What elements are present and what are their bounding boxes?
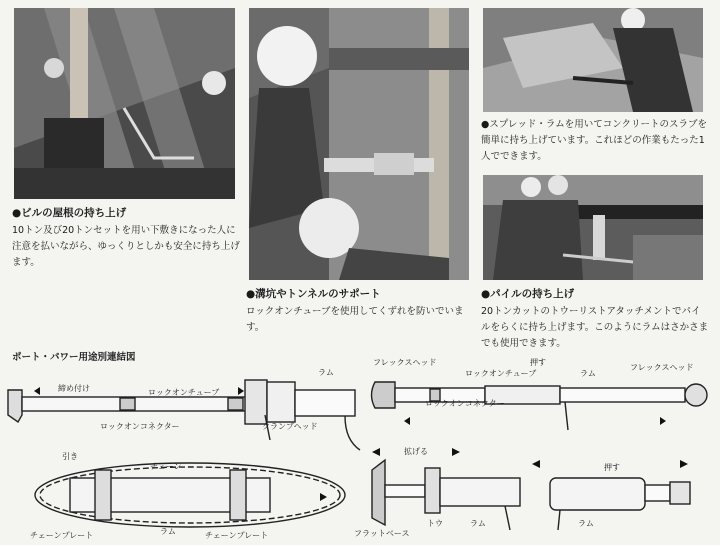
section4-title: ●パイルの持ち上げ — [481, 288, 575, 300]
d1-clamp-head-label: クランプヘッド — [262, 422, 318, 431]
photo-slab-lifting — [483, 8, 703, 112]
d3-ram-label: ラム — [160, 527, 176, 536]
d2-push-label: 押す — [530, 358, 546, 367]
d4-toe-label: トウ — [427, 519, 443, 528]
section1-body: 10トン及び20トンセットを用い下敷きになった人に注意を払いながら、ゆっくりとしかも安全に持ち上げます。 — [12, 225, 240, 268]
section1-title: ●ビルの屋根の持ち上げ — [12, 207, 127, 219]
diagram-section-title: ポート・パワー用途別連結図 — [12, 352, 136, 363]
d4-flat-base-label: フラットベース — [354, 529, 410, 538]
d2-lock-tube-label: ロックオンチューブ — [465, 369, 537, 378]
photo-pile-lifting — [483, 175, 703, 280]
section2-title: ●溝坑やトンネルのサポート — [246, 288, 381, 300]
d5-push-label: 押す — [604, 463, 620, 472]
d3-chain-plate-right-label: チェーンプレート — [205, 531, 269, 540]
d3-chain-label: チェーン — [150, 462, 182, 471]
d2-flex-head-left-label: フレックスヘッド — [373, 358, 437, 367]
section3-caption: ●スプレッド・ラムを用いてコンクリートのスラブを簡単に持ち上げています。これほどの作業もたった1人でできます。 — [481, 119, 708, 162]
section4-body: 20トンカットのトウーリストアタッチメントでパイルをらくに持ち上げます。このようにラムはさかさまでも使用できます。 — [481, 306, 709, 349]
d1-lock-connector-label: ロックオンコネクター — [100, 422, 180, 431]
d2-flex-head-right-label: フレックスヘッド — [630, 363, 694, 372]
photo-roof-lifting — [14, 8, 235, 199]
photo-trench-support — [249, 8, 469, 280]
section2-body: ロックオンチューブを使用してくずれを防いでいます。 — [246, 306, 464, 333]
d4-ram-label: ラム — [470, 519, 486, 528]
d1-ram-label: ラム — [318, 368, 334, 377]
d2-lock-connector-label: ロックオンコネクター — [425, 399, 505, 408]
d3-chain-plate-left-label: チェーンプレート — [30, 531, 94, 540]
connection-diagrams — [0, 360, 720, 545]
d4-spread-label: 拡げる — [404, 447, 428, 456]
d5-ram-label: ラム — [578, 519, 594, 528]
d2-ram-label: ラム — [580, 369, 596, 378]
d3-pull-label: 引き — [62, 452, 78, 461]
d1-lock-tube-label: ロックオンチューブ — [148, 388, 220, 397]
d1-clamp-label: 締め付け — [58, 384, 90, 393]
